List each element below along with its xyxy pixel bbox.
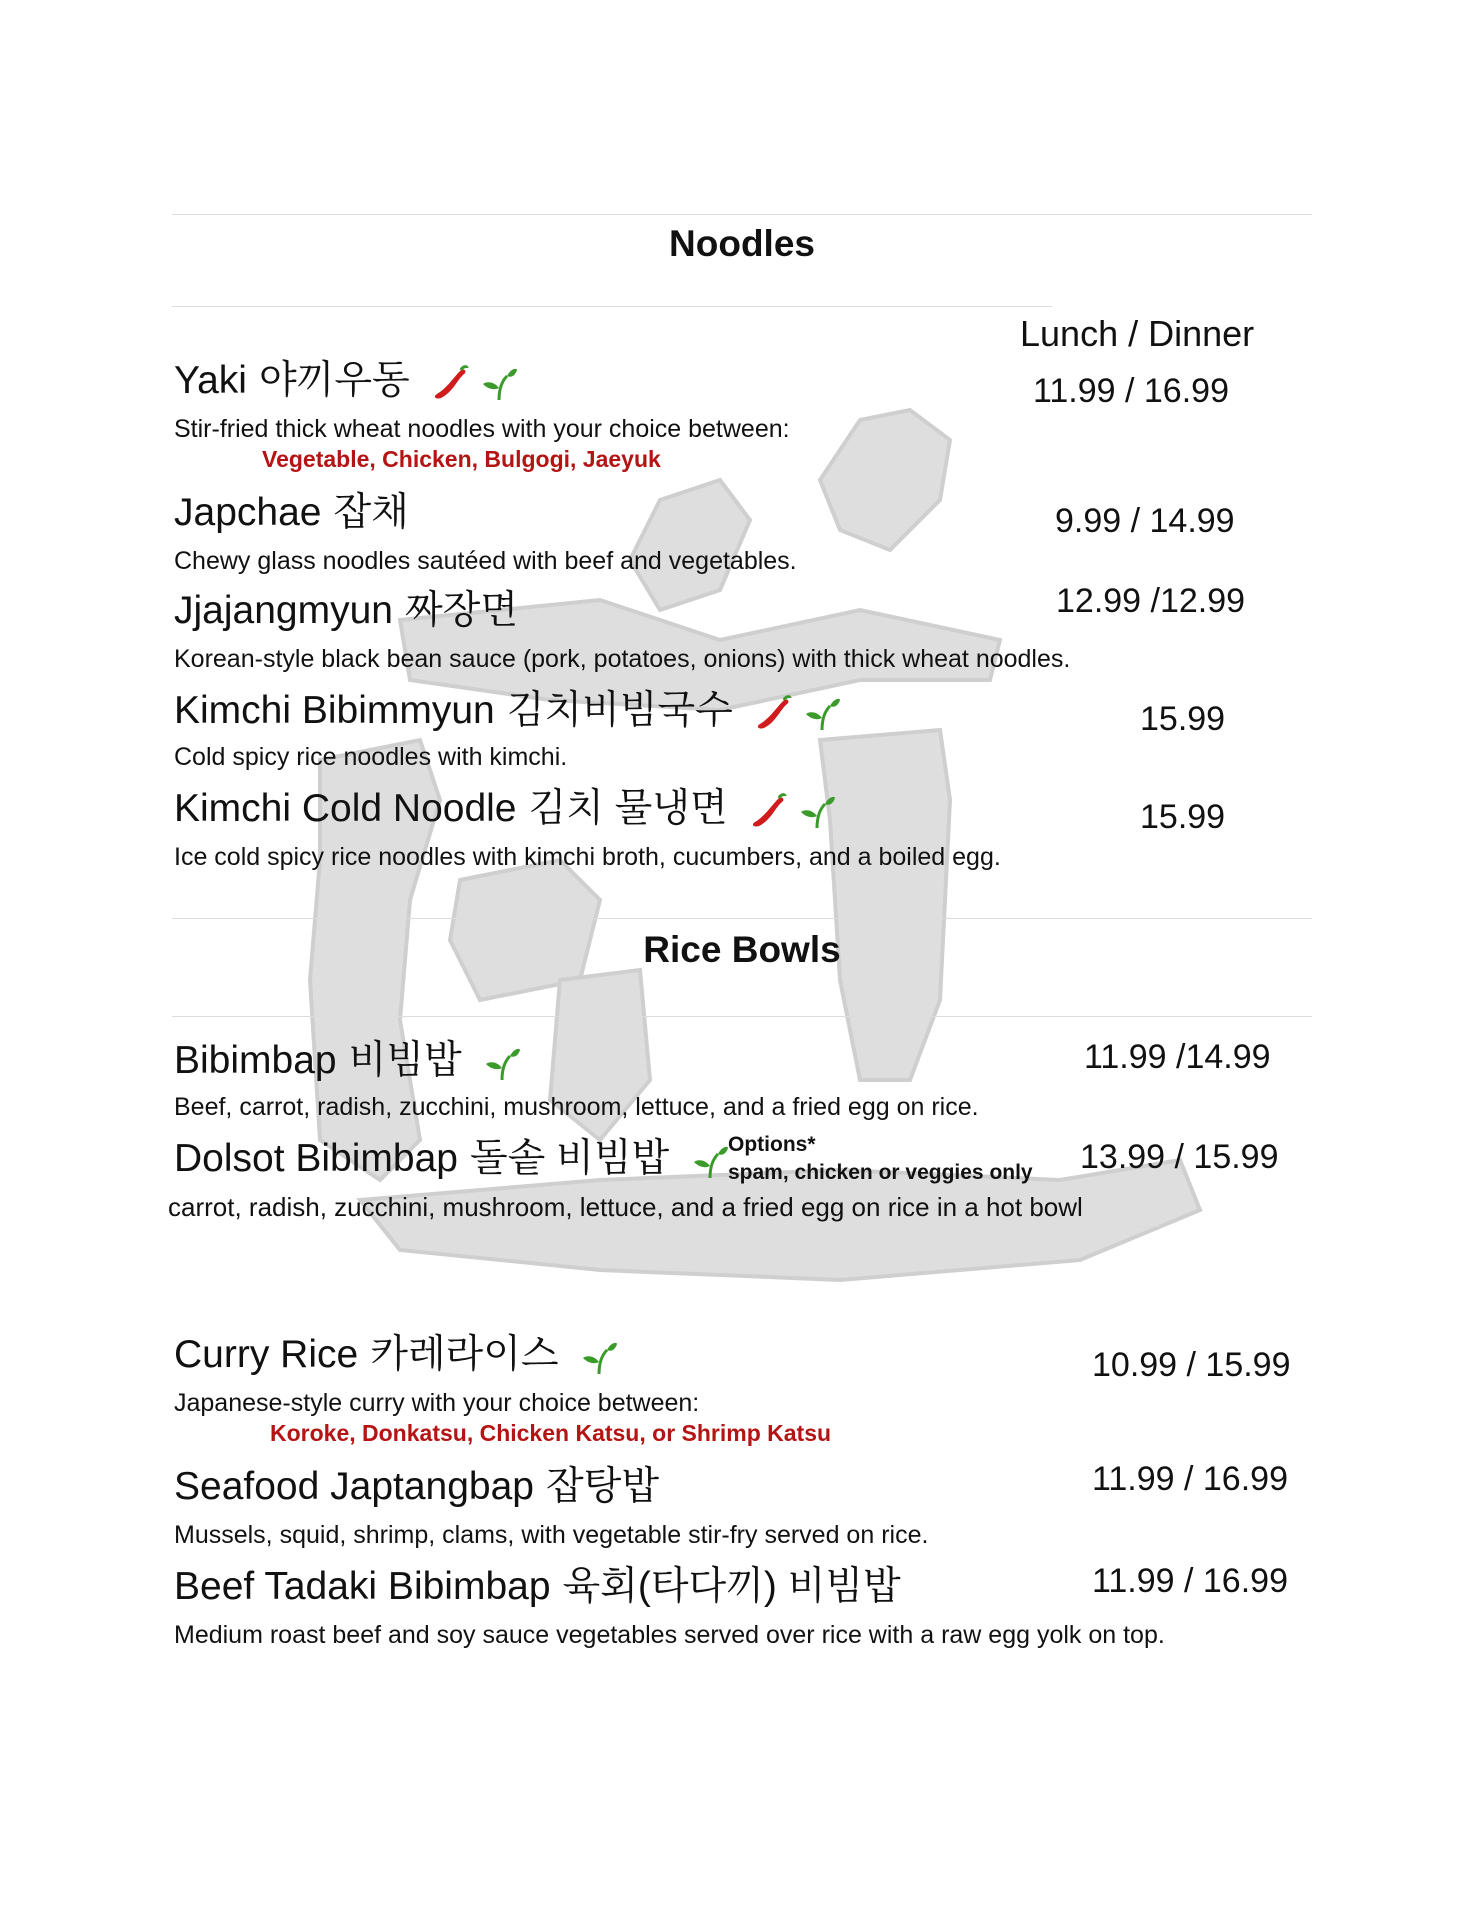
chili-pepper-icon [431,364,471,404]
menu-item-description: Chewy glass noodles sautéed with beef and vegetables. [174,547,797,575]
seedling-icon [802,694,842,734]
menu-item-description: Korean-style black bean sauce (pork, potatoes, onions) with thick wheat noodles. [174,645,1071,673]
menu-item-price: 12.99 /12.99 [1056,582,1246,620]
chili-pepper-icon [749,792,789,832]
seedling-icon [797,792,837,832]
item-name-ko: 짜장면 [404,589,518,632]
menu-item-price: 11.99 / 16.99 [1033,372,1229,410]
menu-item-description: Stir-fried thick wheat noodles with your choice between: [174,415,790,443]
menu-item-options: Koroke, Donkatsu, Chicken Katsu, or Shrimp Katsu [270,1420,832,1446]
menu-item-description: carrot, radish, zucchini, mushroom, lettuce, and a fried egg on rice in a hot bowl [168,1192,1083,1222]
item-name-ko: 잡탕밥 [546,1465,660,1508]
item-name-ko: 야끼우동 [258,359,410,402]
item-name-en: Jjajangmyun [174,589,393,632]
menu-item-name [174,1564,901,1610]
divider [172,1016,1312,1017]
menu-item-price: 11.99 / 16.99 [1092,1562,1288,1600]
menu-item-name [174,1332,627,1380]
menu-item-price: 11.99 /14.99 [1084,1038,1271,1076]
menu-item-name [174,1038,530,1086]
price-column-header: Lunch / Dinner [1020,313,1255,354]
item-name-ko: 김치비빔국수 [506,689,733,732]
menu-item-description: Cold spicy rice noodles with kimchi. [174,743,568,771]
menu-item-name [174,490,409,536]
menu-item-options: Vegetable, Chicken, Bulgogi, Jaeyuk [262,446,661,472]
divider [172,918,1312,919]
seedling-icon [690,1142,730,1182]
item-name-en: Dolsot Bibimbap [174,1137,458,1180]
menu-item-name [174,358,527,406]
menu-item-name [174,1464,659,1510]
divider [172,214,1312,215]
item-name-en: Curry Rice [174,1333,359,1376]
item-name-en: Bibimbap [174,1039,337,1082]
item-name-en: Kimchi Cold Noodle [174,787,517,830]
item-name-ko: 돌솥 비빔밥 [469,1137,670,1180]
menu-item-description: Mussels, squid, shrimp, clams, with vegetable stir-fry served on rice. [174,1521,929,1549]
seedling-icon [479,364,519,404]
item-name-en: Beef Tadaki Bibimbap [174,1565,551,1608]
seedling-icon [579,1338,619,1378]
divider [172,306,1052,307]
item-name-ko: 잡채 [333,491,409,534]
menu-item-name [174,688,850,736]
options-note-title: Options* [728,1133,816,1156]
menu-item-description: Beef, carrot, radish, zucchini, mushroom, lettuce, and a fried egg on rice. [174,1093,979,1121]
menu-item-name [174,588,518,634]
menu-item-name [174,786,845,834]
menu-item-description: Medium roast beef and soy sauce vegetables served over rice with a raw egg yolk on top. [174,1621,1165,1649]
item-name-en: Kimchi Bibimmyun [174,689,495,732]
item-name-en: Seafood Japtangbap [174,1465,534,1508]
item-name-ko: 카레라이스 [370,1333,559,1376]
menu-item-name [174,1136,738,1184]
menu-item-price: 15.99 [1140,798,1226,836]
menu-item-price: 13.99 / 15.99 [1080,1138,1279,1176]
menu-item-price: 10.99 / 15.99 [1092,1346,1291,1384]
options-note-text: spam, chicken or veggies only [728,1161,1033,1184]
seedling-icon [482,1044,522,1084]
menu-item-price: 11.99 / 16.99 [1092,1460,1288,1498]
menu-item-description: Japanese-style curry with your choice between: [174,1389,700,1417]
item-name-ko: 육회(타다끼) 비빔밥 [562,1565,901,1608]
item-name-en: Japchae [174,491,322,534]
chili-pepper-icon [754,694,794,734]
section-title-noodles: Noodles [669,223,815,264]
divider [500,1226,1160,1227]
item-name-ko: 김치 물냉면 [528,787,728,830]
menu-item-price: 15.99 [1140,700,1226,738]
item-name-en: Yaki [174,359,247,402]
menu-item-description: Ice cold spicy rice noodles with kimchi broth, cucumbers, and a boiled egg. [174,843,1001,871]
section-title-rice-bowls: Rice Bowls [643,929,841,970]
item-name-ko: 비빔밥 [348,1039,462,1082]
menu-item-price: 9.99 / 14.99 [1055,502,1235,540]
